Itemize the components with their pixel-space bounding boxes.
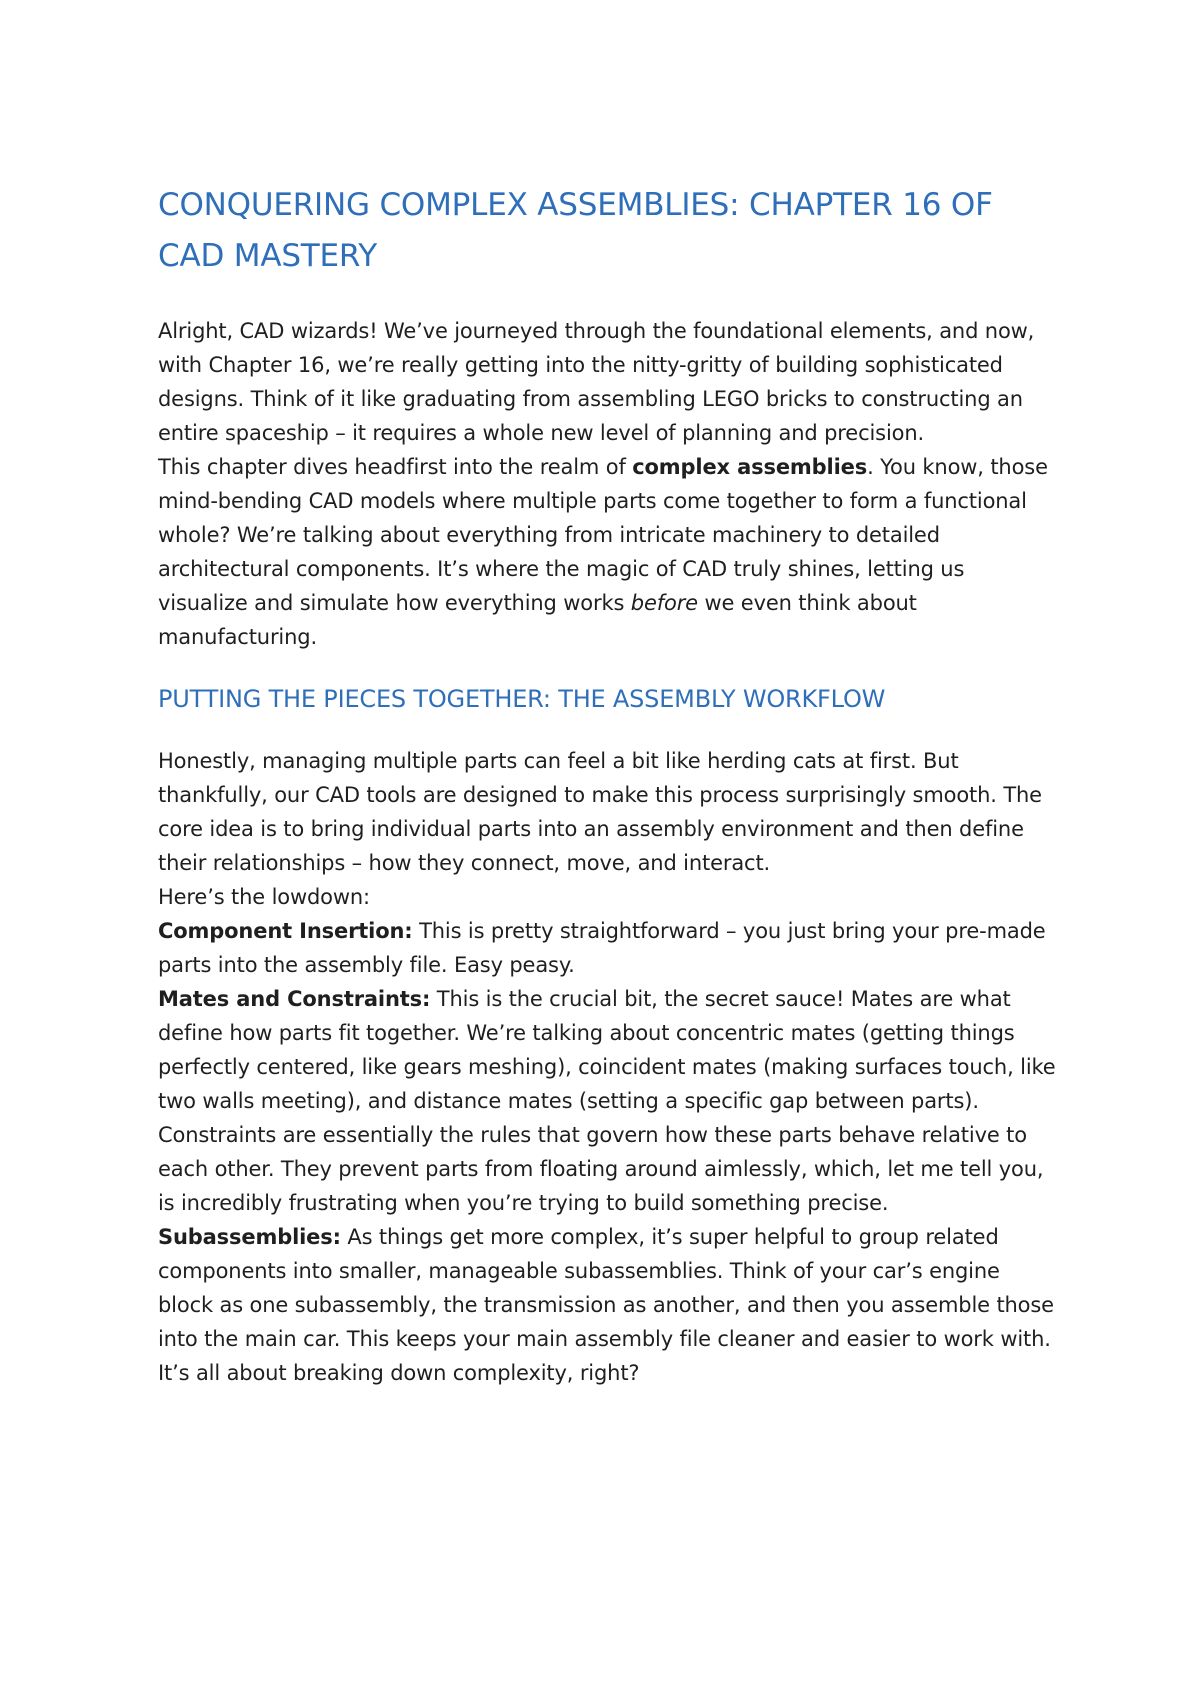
intro-emphasis-complex-assemblies: complex assemblies [632, 455, 868, 479]
intro-paragraph-1: Alright, CAD wizards! We’ve journeyed through the foundational elements, and now, with Chapter 16, we’re really getting into the nitty-gritty of building sophisticated designs. Think of it like graduating from assembling LEGO bricks to constructing an entire spaceship – it requires a whole new level of planning and precision. [158, 319, 1035, 445]
intro-paragraph-2-text-1: This chapter dives headfirst into the realm of [158, 455, 633, 479]
workflow-item-text: As things get more complex, it’s super helpful to group related components into smaller, manageable subassemblies. Think of your car’s engine block as one subassembly, the transmission as another, and then you assemble those into the main car. This keeps your main assembly file cleaner and easier to work with. It’s all about breaking down complexity, right? [158, 1225, 1054, 1385]
workflow-item-mates-and-constraints [158, 982, 1058, 1220]
workflow-item-label: Subassemblies: [158, 1225, 341, 1249]
workflow-item-label: Component Insertion: [158, 919, 413, 943]
document-title: CONQUERING COMPLEX ASSEMBLIES: CHAPTER 16 OF CAD MASTERY [158, 187, 993, 274]
workflow-paragraph-1: Honestly, managing multiple parts can feel a bit like herding cats at first. But thankfully, our CAD tools are designed to make this process surprisingly smooth. The core idea is to bring individual parts into an assembly environment and then define their relationships – how they connect, move, and interact. [158, 749, 1042, 875]
workflow-paragraph-2: Here’s the lowdown: [158, 885, 370, 909]
intro-paragraph-2 [158, 450, 1058, 654]
workflow-item-subassemblies [158, 1220, 1058, 1390]
section-heading-assembly-workflow: PUTTING THE PIECES TOGETHER: THE ASSEMBLY WORKFLOW [158, 685, 886, 713]
document-page [158, 180, 1058, 1390]
workflow-item-component-insertion [158, 914, 1058, 982]
workflow-item-label: Mates and Constraints: [158, 987, 431, 1011]
intro-paragraph-2-text-2: . You know, those mind-bending CAD models where multiple parts come together to form a functional whole? We’re talking about everything from intricate machinery to detailed architectural components. It’s where the magic of CAD truly shines, letting us visualize and simulate how everything works [158, 455, 1048, 615]
intro-paragraph-2-text-3: we even think about manufacturing. [158, 591, 917, 649]
workflow-item-text: This is the crucial bit, the secret sauce! Mates are what define how parts fit together. We’re talking about concentric mates (getting things perfectly centered, like gears meshing), coincident mates (making surfaces touch, like two walls meeting), and distance mates (setting a specific gap between parts). Constraints are essentially the rules that govern how these parts behave relative to each other. They prevent parts from floating around aimlessly, which, let me tell you, is incredibly frustrating when you’re trying to build something precise. [158, 987, 1056, 1215]
intro-emphasis-before: before [630, 591, 698, 615]
workflow-item-text: This is pretty straightforward – you just bring your pre-made parts into the assembly file. Easy peasy. [158, 919, 1046, 977]
